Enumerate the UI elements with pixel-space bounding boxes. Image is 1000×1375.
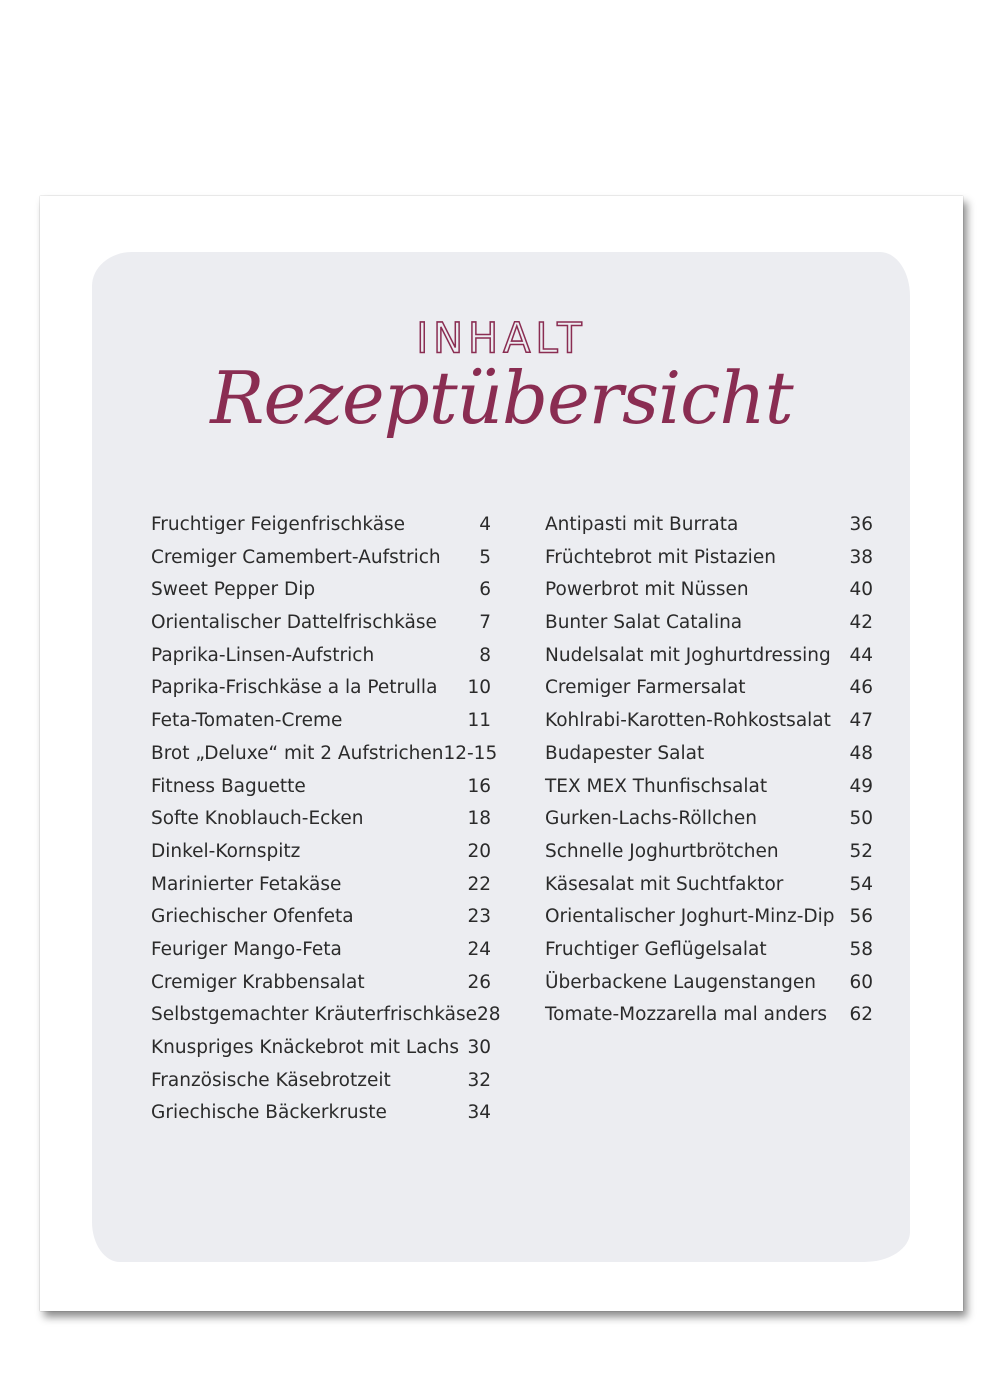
page-title: Rezeptübersicht — [210, 356, 793, 440]
toc-entry — [545, 514, 873, 547]
toc-entry-page: 6 — [479, 579, 491, 601]
toc-entry — [151, 972, 491, 1005]
toc-entry — [151, 742, 498, 776]
toc-entry-page: 4 — [479, 514, 491, 535]
toc-entry-page: 24 — [467, 938, 491, 960]
toc-entry-page: 40 — [849, 579, 873, 601]
toc-entry-title: Französische Käsebrotzeit — [151, 1069, 391, 1091]
toc-entry-title: Softe Knoblauch-Ecken — [151, 808, 364, 830]
toc-entry-title: Bunter Salat Catalina — [545, 612, 743, 634]
toc-entry-title: Knuspriges Knäckebrot mit Lachs — [151, 1037, 460, 1058]
toc-entry-title: Überbackene Laugenstangen — [545, 971, 816, 993]
toc-entry — [545, 710, 873, 743]
toc-entry — [545, 808, 873, 841]
toc-entry — [151, 1037, 491, 1070]
toc-entry — [151, 1102, 491, 1135]
toc-entry-title: Griechischer Ofenfeta — [151, 906, 354, 928]
toc-entry-title: Fruchtiger Feigenfrischkäse — [151, 514, 406, 535]
toc-entry-title: Gurken-Lachs-Röllchen — [545, 808, 757, 830]
toc-entry-title: Powerbrot mit Nüssen — [545, 579, 749, 601]
toc-entry-title: Cremiger Camembert-Aufstrich — [151, 546, 441, 568]
toc-entry — [151, 808, 491, 841]
toc-entry — [151, 514, 491, 547]
toc-entry-page: 28 — [476, 1004, 501, 1026]
toc-entry-page: 16 — [467, 775, 491, 797]
toc-entry — [545, 939, 873, 972]
toc-entry-title: Nudelsalat mit Joghurtdressing — [545, 644, 831, 666]
toc-entry — [151, 939, 491, 972]
toc-entry-page: 58 — [849, 938, 873, 960]
toc-entry-title: Griechische Bäckerkruste — [151, 1102, 387, 1124]
toc-entry-page: 18 — [467, 808, 491, 830]
toc-entry-page: 34 — [467, 1102, 491, 1124]
toc-column-left — [151, 514, 501, 1135]
toc-entry-title: Selbstgemachter Kräuterfrischkäse — [151, 1004, 477, 1026]
toc-entry — [151, 710, 491, 743]
toc-entry — [545, 906, 873, 939]
toc-entry — [151, 1004, 501, 1037]
toc-entry-title: Feta-Tomaten-Creme — [151, 710, 343, 732]
toc-entry-page: 50 — [849, 808, 873, 830]
toc-entry-page: 48 — [849, 742, 873, 764]
toc-entry-title: Früchtebrot mit Pistazien — [545, 546, 776, 568]
toc-entry-title: Antipasti mit Burrata — [545, 514, 739, 535]
toc-entry-page: 20 — [467, 840, 491, 862]
toc-entry — [545, 841, 873, 874]
toc-entry — [545, 547, 873, 580]
toc-entry-page: 30 — [467, 1037, 491, 1058]
toc-entry-title: Dinkel-Kornspitz — [151, 840, 301, 862]
toc-entry — [151, 776, 491, 809]
toc-entry-page: 60 — [849, 971, 873, 993]
toc-entry-title: Orientalischer Dattelfrischkäse — [151, 612, 437, 634]
toc-entry — [545, 612, 873, 645]
toc-entry-title: Cremiger Krabbensalat — [151, 971, 365, 993]
toc-entry-page: 23 — [467, 906, 491, 928]
toc-entry — [151, 547, 491, 580]
toc-entry-title: Schnelle Joghurtbrötchen — [545, 840, 779, 862]
toc-entry-title: Marinierter Fetakäse — [151, 873, 342, 895]
toc-entry — [545, 972, 873, 1005]
toc-entry — [545, 776, 873, 809]
toc-entry-page: 7 — [479, 612, 491, 634]
toc-entry-page: 10 — [467, 677, 491, 699]
toc-entry-page: 5 — [479, 546, 491, 568]
toc-entry-title: Käsesalat mit Suchtfaktor — [545, 873, 784, 895]
toc-entry-page: 47 — [849, 710, 873, 732]
toc-entry — [545, 874, 873, 907]
toc-entry-title: Tomate-Mozzarella mal anders — [545, 1004, 828, 1026]
toc-column-right — [545, 514, 873, 1037]
toc-entry-page: 12-15 — [443, 742, 498, 764]
toc-entry — [545, 579, 873, 612]
toc-entry-page: 11 — [467, 710, 491, 732]
toc-entry-title: Orientalischer Joghurt-Minz-Dip — [545, 906, 835, 928]
toc-entry-page: 38 — [849, 546, 873, 568]
toc-entry — [545, 677, 873, 710]
toc-entry-page: 52 — [849, 840, 873, 862]
toc-entry-page: 44 — [849, 644, 873, 666]
toc-entry-page: 36 — [849, 514, 873, 535]
toc-entry — [151, 612, 491, 645]
toc-entry-page: 56 — [849, 906, 873, 928]
toc-entry — [151, 677, 491, 710]
toc-entry-title: Sweet Pepper Dip — [151, 579, 316, 601]
toc-entry-title: TEX MEX Thunfischsalat — [545, 775, 768, 797]
toc-entry-title: Paprika-Linsen-Aufstrich — [151, 644, 375, 666]
toc-entry — [151, 645, 491, 678]
toc-entry-page: 46 — [849, 677, 873, 699]
toc-entry-title: Budapester Salat — [545, 742, 705, 764]
toc-entry-page: 42 — [849, 612, 873, 634]
toc-entry-page: 62 — [849, 1004, 873, 1026]
toc-entry-title: Brot „Deluxe“ mit 2 Aufstrichen — [151, 742, 444, 764]
toc-entry-title: Fruchtiger Geflügelsalat — [545, 938, 767, 960]
toc-entry — [545, 743, 873, 776]
toc-entry-title: Kohlrabi-Karotten-Rohkostsalat — [545, 710, 831, 732]
toc-entry — [151, 1070, 491, 1103]
toc-entry — [151, 841, 491, 874]
toc-entry-page: 54 — [849, 873, 873, 895]
book-page — [40, 196, 963, 1311]
toc-entry-page: 22 — [467, 873, 491, 895]
toc-entry-page: 32 — [467, 1069, 491, 1091]
toc-entry-page: 26 — [467, 971, 491, 993]
toc-entry — [151, 874, 491, 907]
toc-entry — [545, 645, 873, 678]
toc-entry-title: Fitness Baguette — [151, 775, 306, 797]
toc-entry-title: Paprika-Frischkäse a la Petrulla — [151, 677, 438, 699]
toc-entry-page: 49 — [849, 775, 873, 797]
toc-entry-title: Feuriger Mango-Feta — [151, 938, 342, 960]
toc-entry-title: Cremiger Farmersalat — [545, 677, 746, 699]
section-overline: INHALT — [416, 314, 587, 364]
toc-entry — [151, 579, 491, 612]
toc-entry-page: 8 — [479, 644, 491, 666]
toc-entry — [151, 906, 491, 939]
toc-entry — [545, 1004, 873, 1037]
